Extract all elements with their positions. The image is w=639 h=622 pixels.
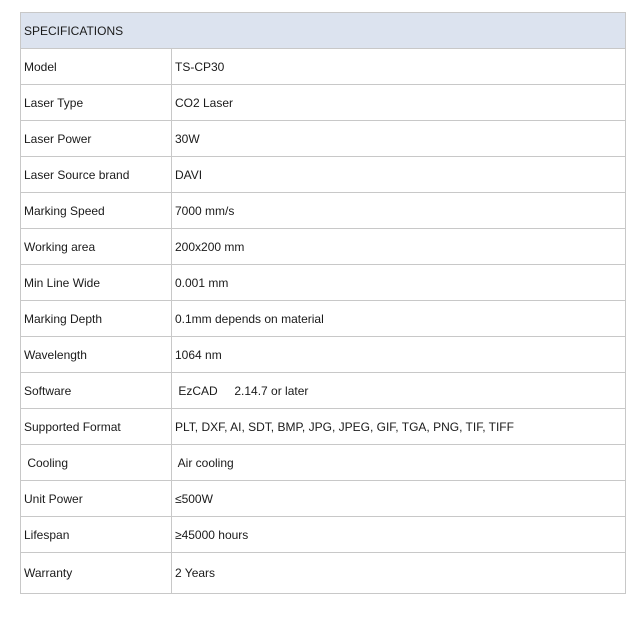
row-value: CO2 Laser bbox=[172, 85, 626, 121]
row-value: 1064 nm bbox=[172, 337, 626, 373]
table-row bbox=[21, 301, 626, 337]
row-value: TS-CP30 bbox=[172, 49, 626, 85]
table-header: SPECIFICATIONS bbox=[21, 13, 626, 49]
row-label: Supported Format bbox=[21, 409, 172, 445]
row-label: Wavelength bbox=[21, 337, 172, 373]
table-row bbox=[21, 157, 626, 193]
table-row bbox=[21, 265, 626, 301]
row-value: 0.1mm depends on material bbox=[172, 301, 626, 337]
row-label: Min Line Wide bbox=[21, 265, 172, 301]
row-value: 0.001 mm bbox=[172, 265, 626, 301]
row-label: Marking Depth bbox=[21, 301, 172, 337]
row-value: DAVI bbox=[172, 157, 626, 193]
row-value: 2 Years bbox=[172, 553, 626, 594]
row-label: Marking Speed bbox=[21, 193, 172, 229]
row-value: 7000 mm/s bbox=[172, 193, 626, 229]
table-row bbox=[21, 517, 626, 553]
specifications-table bbox=[20, 12, 626, 594]
row-value: ≤500W bbox=[172, 481, 626, 517]
table-header-row bbox=[21, 13, 626, 49]
row-label: Working area bbox=[21, 229, 172, 265]
table-row bbox=[21, 553, 626, 594]
row-value: PLT, DXF, AI, SDT, BMP, JPG, JPEG, GIF, TGA, PNG, TIF, TIFF bbox=[172, 409, 626, 445]
row-label: Cooling bbox=[21, 445, 172, 481]
row-label: Laser Source brand bbox=[21, 157, 172, 193]
row-label: Laser Power bbox=[21, 121, 172, 157]
table-row bbox=[21, 445, 626, 481]
row-value: 200x200 mm bbox=[172, 229, 626, 265]
row-label: Laser Type bbox=[21, 85, 172, 121]
table-row bbox=[21, 229, 626, 265]
row-value: 30W bbox=[172, 121, 626, 157]
table-row bbox=[21, 337, 626, 373]
row-value: Air cooling bbox=[172, 445, 626, 481]
row-label: Unit Power bbox=[21, 481, 172, 517]
row-label: Model bbox=[21, 49, 172, 85]
table-row bbox=[21, 409, 626, 445]
table-row bbox=[21, 85, 626, 121]
row-value: ≥45000 hours bbox=[172, 517, 626, 553]
table-row bbox=[21, 481, 626, 517]
table-row bbox=[21, 193, 626, 229]
row-value: EzCAD 2.14.7 or later bbox=[172, 373, 626, 409]
row-label: Software bbox=[21, 373, 172, 409]
table-row bbox=[21, 121, 626, 157]
row-label: Lifespan bbox=[21, 517, 172, 553]
table-row bbox=[21, 49, 626, 85]
table-row bbox=[21, 373, 626, 409]
row-label: Warranty bbox=[21, 553, 172, 594]
